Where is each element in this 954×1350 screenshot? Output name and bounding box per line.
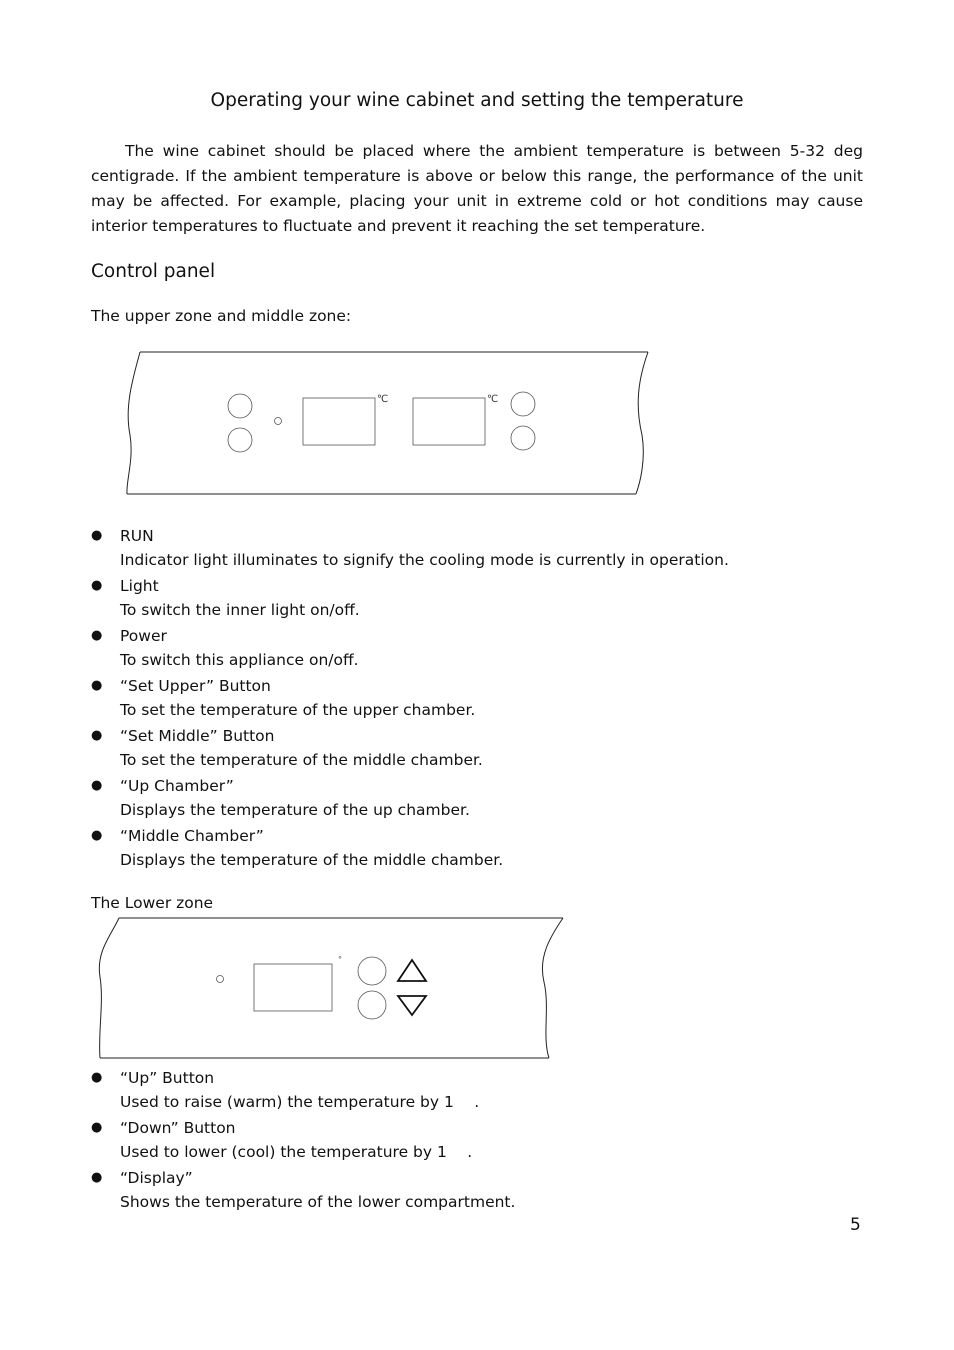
- item-name: “Up Chamber”: [120, 777, 234, 795]
- light-button[interactable]: [228, 394, 252, 418]
- upper-features-list: [91, 524, 871, 874]
- bullet-icon: ●: [91, 778, 103, 793]
- lower-features-list: [91, 1066, 871, 1216]
- panel-left-break: [99, 918, 119, 1058]
- bullet-icon: ●: [91, 628, 103, 643]
- item-name: RUN: [120, 527, 154, 545]
- triangle-up-icon[interactable]: [398, 960, 426, 981]
- list-item: [91, 724, 871, 772]
- item-name: “Set Upper” Button: [120, 677, 271, 695]
- bullet-icon: ●: [91, 678, 103, 693]
- middle-chamber-display: [413, 398, 485, 445]
- page-number: 5: [850, 1215, 861, 1235]
- list-item: [91, 624, 871, 672]
- triangle-down-icon[interactable]: [398, 996, 426, 1015]
- item-description: To switch this appliance on/off.: [120, 651, 359, 669]
- item-name: “Up” Button: [120, 1069, 215, 1087]
- upper-panel-diagram: [120, 345, 660, 505]
- item-name: “Set Middle” Button: [120, 727, 275, 745]
- lower-up-button[interactable]: [358, 957, 386, 985]
- list-item: [91, 524, 871, 572]
- control-panel-heading: Control panel: [91, 261, 216, 282]
- item-name: “Down” Button: [120, 1119, 236, 1137]
- item-description: Shows the temperature of the lower compartment.: [120, 1193, 516, 1211]
- bullet-icon: ●: [91, 728, 103, 743]
- list-item: [91, 1166, 871, 1214]
- bullet-icon: ●: [91, 828, 103, 843]
- power-button[interactable]: [228, 428, 252, 452]
- upper-chamber-display: [303, 398, 375, 445]
- lower-run-indicator-light: [217, 976, 224, 983]
- list-item: [91, 674, 871, 722]
- item-description: Displays the temperature of the middle chamber.: [120, 851, 504, 869]
- item-description: To switch the inner light on/off.: [120, 601, 360, 619]
- lower-display: [254, 964, 332, 1011]
- item-name: Power: [120, 627, 167, 645]
- run-indicator-light: [275, 418, 282, 425]
- panel-right-break: [542, 918, 563, 1058]
- bullet-icon: ●: [91, 578, 103, 593]
- item-name: “Middle Chamber”: [120, 827, 264, 845]
- lower-degree-unit: °: [338, 955, 342, 964]
- bullet-icon: ●: [91, 1120, 103, 1135]
- lower-zone-label: The Lower zone: [91, 894, 214, 912]
- item-name: “Display”: [120, 1169, 193, 1187]
- list-item: [91, 1066, 871, 1114]
- item-description: Displays the temperature of the up chamber.: [120, 801, 470, 819]
- panel-right-break: [636, 352, 648, 494]
- upper-zone-label: The upper zone and middle zone:: [91, 307, 352, 325]
- bullet-icon: ●: [91, 1070, 103, 1085]
- item-description: To set the temperature of the upper chamber.: [120, 701, 476, 719]
- item-description: Used to raise (warm) the temperature by 1 .: [120, 1093, 480, 1111]
- item-description: To set the temperature of the middle chamber.: [120, 751, 483, 769]
- item-name: Light: [120, 577, 159, 595]
- set-upper-button[interactable]: [511, 392, 535, 416]
- list-item: [91, 1116, 871, 1164]
- lower-panel-diagram: [90, 912, 570, 1064]
- item-description: Used to lower (cool) the temperature by 1 .: [120, 1143, 473, 1161]
- intro-paragraph: The wine cabinet should be placed where the ambient temperature is between 5-32 deg centigrade. If the ambient temperature is above or below this range, the performance of the unit may be affected. For example, placing your unit in extreme cold or hot conditions may cause interior temperatures to fluctuate and prevent it reaching the set temperature.: [91, 142, 863, 235]
- item-description: Indicator light illuminates to signify the cooling mode is currently in operation.: [120, 551, 729, 569]
- panel-left-break: [127, 352, 140, 494]
- list-item: [91, 774, 871, 822]
- bullet-icon: ●: [91, 1170, 103, 1185]
- list-item: [91, 574, 871, 622]
- bullet-icon: ●: [91, 528, 103, 543]
- lower-down-button[interactable]: [358, 991, 386, 1019]
- upper-celsius-unit: ℃: [377, 394, 389, 405]
- set-middle-button[interactable]: [511, 426, 535, 450]
- middle-celsius-unit: ℃: [487, 394, 499, 405]
- list-item: [91, 824, 871, 872]
- page-title: Operating your wine cabinet and setting the temperature: [210, 90, 744, 111]
